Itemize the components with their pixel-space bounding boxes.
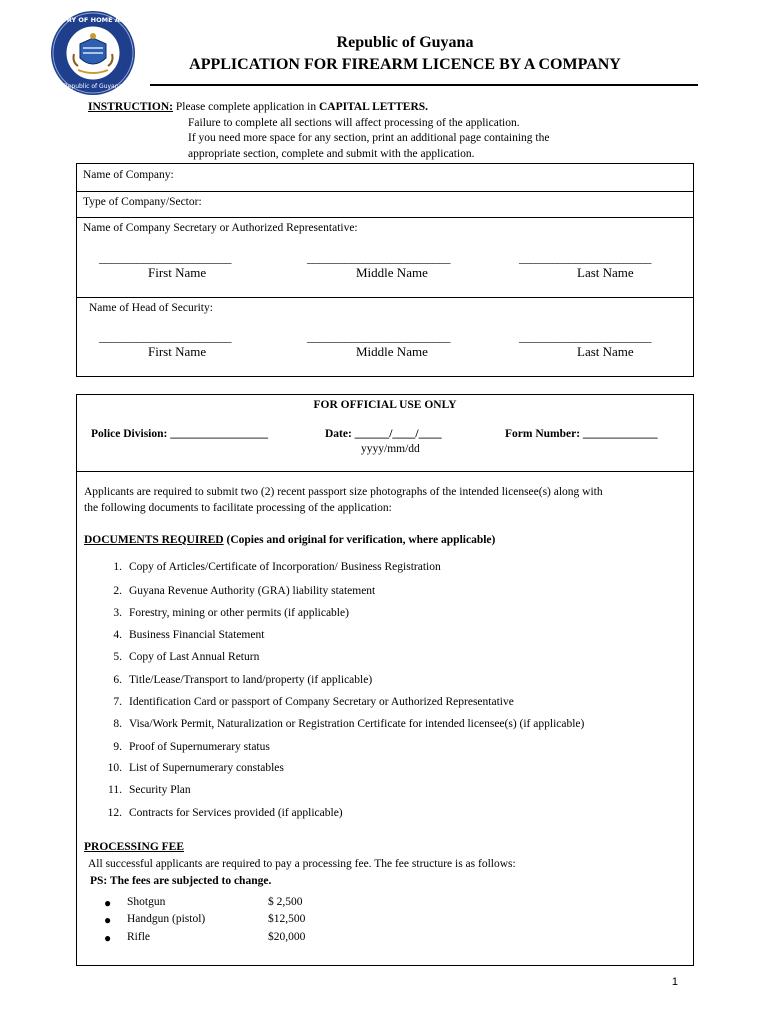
company-name-field[interactable] bbox=[77, 164, 693, 192]
document-title-country: Republic of Guyana bbox=[336, 34, 474, 51]
company-details-form bbox=[76, 163, 694, 377]
secretary-label: Name of Company Secretary or Authorized Representative: bbox=[83, 222, 358, 234]
doc-number: 5. bbox=[113, 651, 122, 663]
secretary-name-section bbox=[77, 217, 693, 298]
list-item: Proof of Supernumerary status bbox=[129, 741, 270, 753]
doc-number: 4. bbox=[113, 629, 122, 641]
official-use-section bbox=[77, 395, 693, 472]
list-item: Contracts for Services provided (if applicable) bbox=[129, 807, 343, 819]
processing-fee-intro: All successful applicants are required to pay a processing fee. The fee structure is as follows: bbox=[88, 858, 516, 870]
documents-required-heading bbox=[84, 534, 495, 546]
list-item: List of Supernumerary constables bbox=[129, 762, 284, 774]
security-middle-name-caption: Middle Name bbox=[356, 344, 428, 359]
head-security-label: Name of Head of Security: bbox=[89, 302, 213, 314]
date-format-hint: yyyy/mm/dd bbox=[361, 443, 420, 455]
security-last-name-blank[interactable]: ________________________ bbox=[519, 330, 651, 344]
date-field[interactable]: Date: ______/____/____ bbox=[325, 428, 442, 440]
documents-heading-note: (Copies and original for verification, where applicable) bbox=[223, 534, 496, 546]
ministry-seal-logo bbox=[40, 10, 146, 96]
list-item: Security Plan bbox=[129, 784, 191, 796]
bullet-icon: ● bbox=[104, 931, 112, 945]
doc-number: 2. bbox=[113, 585, 122, 597]
instruction-line1: Please complete application in bbox=[173, 101, 319, 113]
document-title: APPLICATION FOR FIREARM LICENCE BY A COMPANY bbox=[189, 56, 621, 73]
doc-number: 11. bbox=[108, 784, 122, 796]
list-item: Visa/Work Permit, Naturalization or Registration Certificate for intended licensee(s) (if applicable) bbox=[129, 718, 585, 730]
list-item: Title/Lease/Transport to land/property (if applicable) bbox=[129, 674, 373, 686]
instruction-line3: If you need more space for any section, print an additional page containing the bbox=[188, 132, 550, 144]
title-divider bbox=[150, 84, 698, 86]
secretary-first-name-blank[interactable]: ________________________ bbox=[99, 251, 231, 265]
instruction-label: INSTRUCTION: bbox=[88, 101, 173, 113]
secretary-last-name-blank[interactable]: ________________________ bbox=[519, 251, 651, 265]
fee-amount: $20,000 bbox=[268, 931, 306, 943]
instruction-line4: appropriate section, complete and submit with the application. bbox=[188, 147, 475, 160]
fee-item: Handgun (pistol) bbox=[127, 913, 206, 925]
head-of-security-section bbox=[77, 297, 693, 378]
security-first-name-caption: First Name bbox=[148, 344, 207, 359]
photo-requirement-line1: Applicants are required to submit two (2) recent passport size photographs of the intended licensee(s) along with bbox=[84, 486, 603, 498]
list-item: Copy of Last Annual Return bbox=[129, 651, 260, 663]
bullet-icon: ● bbox=[104, 896, 112, 910]
security-middle-name-blank[interactable]: __________________________ bbox=[307, 330, 450, 344]
security-first-name-blank[interactable]: ________________________ bbox=[99, 330, 231, 344]
doc-number: 12. bbox=[107, 807, 122, 819]
instruction-capital-letters: CAPITAL LETTERS. bbox=[318, 101, 429, 113]
list-item: Identification Card or passport of Company Secretary or Authorized Representative bbox=[129, 696, 514, 708]
doc-number: 7. bbox=[113, 696, 122, 708]
fee-change-note: PS: The fees are subjected to change. bbox=[90, 875, 272, 887]
fee-amount: $12,500 bbox=[268, 913, 306, 925]
page-number: 1 bbox=[671, 976, 678, 988]
instruction-block bbox=[88, 100, 550, 162]
processing-fee-heading: PROCESSING FEE bbox=[84, 841, 185, 853]
fee-item: Shotgun bbox=[127, 896, 166, 908]
secretary-middle-name-blank[interactable]: __________________________ bbox=[307, 251, 450, 265]
official-use-heading: FOR OFFICIAL USE ONLY bbox=[313, 399, 457, 411]
secretary-last-name-caption: Last Name bbox=[577, 265, 634, 280]
svg-text:MINISTRY OF HOME AFFAIRS: MINISTRY OF HOME AFFAIRS bbox=[40, 16, 146, 24]
list-item: Forestry, mining or other permits (if applicable) bbox=[129, 607, 349, 619]
bullet-icon: ● bbox=[104, 913, 112, 927]
company-type-field[interactable] bbox=[77, 191, 693, 218]
photo-requirement-line2: the following documents to facilitate processing of the application: bbox=[84, 502, 392, 514]
police-division-field[interactable]: Police Division: _________________ bbox=[91, 428, 268, 440]
documents-heading-label: DOCUMENTS REQUIRED bbox=[84, 534, 224, 546]
doc-number: 10. bbox=[107, 762, 122, 774]
instruction-line2: Failure to complete all sections will affect processing of the application. bbox=[188, 116, 520, 129]
secretary-first-name-caption: First Name bbox=[148, 265, 207, 280]
list-item: Business Financial Statement bbox=[129, 629, 265, 641]
doc-number: 3. bbox=[113, 607, 122, 619]
list-item: Guyana Revenue Authority (GRA) liability statement bbox=[129, 585, 376, 597]
list-item: Copy of Articles/Certificate of Incorporation/ Business Registration bbox=[129, 561, 441, 573]
security-last-name-caption: Last Name bbox=[577, 344, 634, 359]
doc-number: 8. bbox=[113, 718, 122, 730]
company-type-label: Type of Company/Sector: bbox=[83, 196, 202, 208]
company-name-label: Name of Company: bbox=[83, 169, 174, 181]
doc-number: 6. bbox=[113, 674, 122, 686]
svg-text:Republic of Guyana: Republic of Guyana bbox=[63, 83, 123, 90]
fee-item: Rifle bbox=[127, 931, 150, 943]
form-number-field[interactable]: Form Number: _____________ bbox=[505, 428, 658, 440]
doc-number: 9. bbox=[113, 741, 122, 753]
doc-number: 1. bbox=[113, 561, 122, 573]
secretary-middle-name-caption: Middle Name bbox=[356, 265, 428, 280]
fee-amount: $ 2,500 bbox=[268, 896, 303, 908]
